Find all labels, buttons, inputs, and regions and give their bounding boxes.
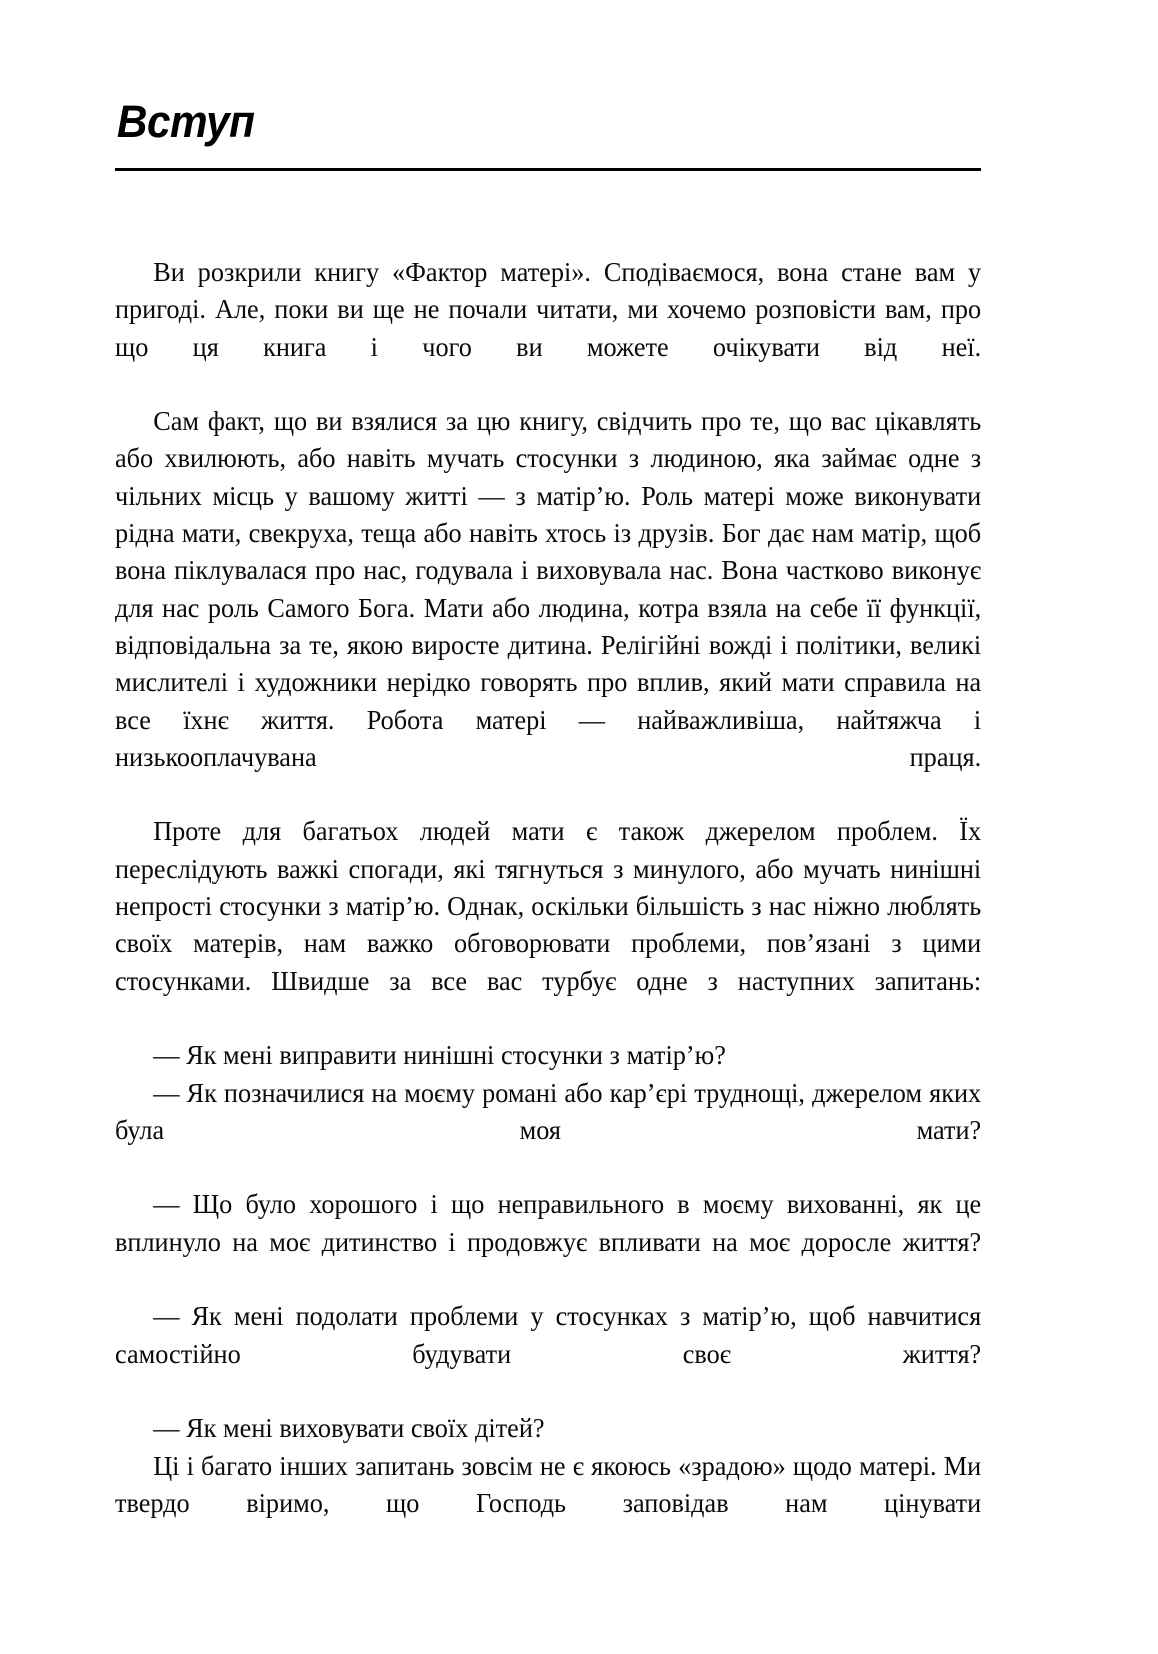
body-text — [115, 253, 981, 1558]
page-content — [115, 96, 981, 1558]
paragraph: Проте для багатьох людей мати є також джерелом проблем. Їх переслідують важкі спогади, які тягнуться з минулого, або мучать нинішні непрості стосунки з матір’ю. Однак, оскільки більшість з нас ніжно люблять своїх матерів, нам важко обговорювати проблеми, пов’язані з цими стосунками. Швидше за все вас турбує одне з наступних запитань: — [115, 815, 982, 996]
paragraph: Сам факт, що ви взялися за цю книгу, свідчить про те, що вас цікавлять або хвилюють, або навіть мучать стосунки з людиною, яка займає одне з чільних місць у вашому житті — з матір’ю. Роль матері може виконувати рідна мати, свекруха, теща або навіть хтось із друзів. Бог дає нам матір, щоб вона піклувалася про нас, годувала і виховувала нас. Вона частково виконує для нас роль Самого Бога. Мати або людина, котра взяла на себе її функції, відповідальна за те, якою виросте дитина. Релігійні вожді і політики, великі мислителі і художники нерідко говорять про вплив, який мати справила на все їхнє життя. Робота матері — найважливіша, найтяжча і низькооплачувана праця. — [115, 405, 982, 772]
question-item: — Як мені виправити нинішні стосунки з матір’ю? — [153, 1039, 726, 1071]
paragraph: Ці і багато інших запитань зовсім не є якоюсь «зрадою» щодо матері. Ми твердо віримо, що Господь заповідав нам цінувати — [115, 1449, 982, 1518]
question-item: — Як позначилися на моєму романі або кар’єрі труднощі, джерелом яких була моя мати? — [115, 1076, 982, 1145]
page-title: Вступ — [116, 96, 255, 147]
title-divider — [115, 168, 981, 171]
paragraph: Ви розкрили книгу «Фактор матері». Сподіваємося, вона стане вам у пригоді. Але, поки ви ще не почали читати, ми хочемо розповісти вам, про що ця книга і чого ви можете очікувати від неї. — [115, 256, 982, 362]
question-item: — Як мені виховувати своїх дітей? — [153, 1412, 545, 1444]
question-item: — Що було хорошого і що неправильного в моєму вихованні, як це вплинуло на моє дитинство і продовжує впливати на моє доросле життя? — [115, 1188, 982, 1257]
question-item: — Як мені подолати проблеми у стосунках з матір’ю, щоб навчитися самостійно будувати своє життя? — [115, 1300, 982, 1369]
